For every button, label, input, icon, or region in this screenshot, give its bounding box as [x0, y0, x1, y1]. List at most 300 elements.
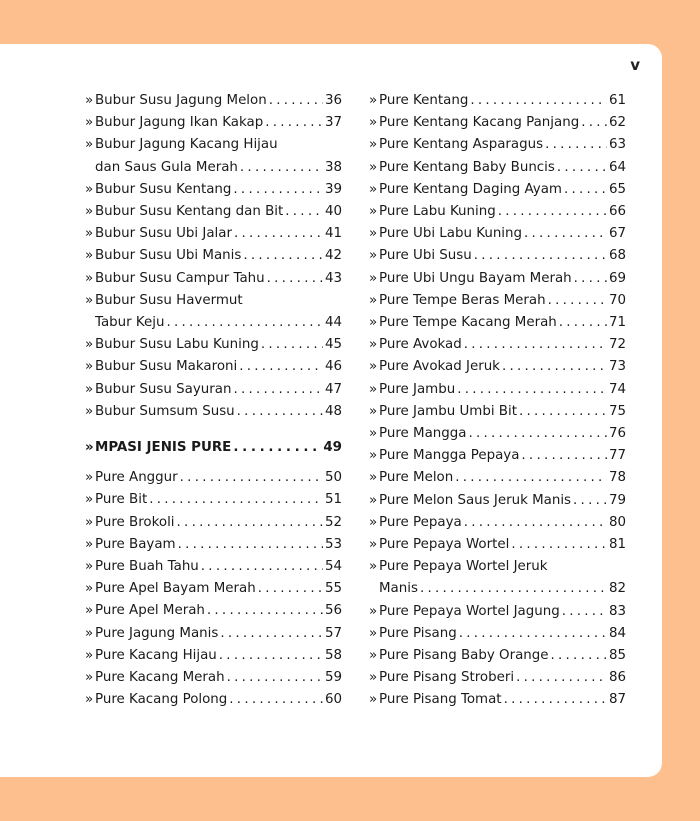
- toc-page-number: 43: [324, 270, 342, 286]
- toc-bullet: »: [369, 270, 378, 286]
- toc-entry: [369, 334, 626, 356]
- toc-page-number: 86: [608, 670, 626, 686]
- toc-dot-leader: [178, 534, 323, 556]
- toc-entry-title: Pure Pepaya Wortel Jagung: [379, 603, 560, 619]
- toc-page-number: 37: [324, 115, 342, 131]
- toc-entry-line: [369, 179, 626, 201]
- toc-entry-title: Pure Bit: [95, 492, 148, 508]
- toc-dot-leader: [573, 490, 607, 512]
- toc-entry: [85, 90, 342, 112]
- toc-entry: [369, 245, 626, 267]
- toc-entry: [369, 534, 626, 556]
- toc-entry-line: [85, 689, 342, 711]
- toc-entry-line: [85, 290, 342, 312]
- toc-bullet: »: [85, 226, 94, 242]
- toc-bullet: »: [369, 514, 378, 530]
- toc-entry: [369, 490, 626, 512]
- toc-entry-title: Bubur Susu Havermut: [95, 292, 243, 308]
- toc-entry-line: [369, 445, 626, 467]
- toc-page-number: 63: [608, 137, 626, 153]
- toc-dot-leader: [180, 467, 323, 489]
- toc-dot-leader: [464, 334, 607, 356]
- toc-entry-title: Pure Jagung Manis: [95, 625, 219, 641]
- toc-entry-line: [369, 334, 626, 356]
- toc-entry-line: [85, 667, 342, 689]
- toc-entry-line: [369, 356, 626, 378]
- toc-bullet: »: [85, 536, 94, 552]
- toc-entry-title: Bubur Susu Ubi Jalar: [95, 226, 232, 242]
- toc-entry: [369, 667, 626, 689]
- toc-bullet: »: [369, 603, 378, 619]
- toc-entry-title: Pure Ubi Labu Kuning: [379, 226, 523, 242]
- toc-entry-line: [85, 134, 342, 156]
- toc-dot-leader: [233, 379, 323, 401]
- toc-entry: [85, 334, 342, 356]
- toc-entry-title: dan Saus Gula Merah: [95, 159, 238, 175]
- toc-bullet: »: [85, 248, 94, 264]
- toc-entry-line: [85, 179, 342, 201]
- toc-entry-line: [85, 623, 342, 645]
- toc-dot-leader: [219, 645, 323, 667]
- toc-entry: [369, 268, 626, 290]
- toc-entry-title: Pure Melon: [379, 470, 454, 486]
- toc-entry: [85, 245, 342, 267]
- toc-dot-leader: [474, 245, 607, 267]
- book-page: [0, 44, 662, 777]
- toc-bullet: »: [369, 625, 378, 641]
- toc-bullet: »: [85, 625, 94, 641]
- toc-dot-leader: [524, 223, 607, 245]
- toc-page-number: 79: [608, 492, 626, 508]
- toc-page-number: 62: [608, 115, 626, 131]
- toc-entry: [85, 268, 342, 290]
- toc-page-number: 53: [324, 536, 342, 552]
- toc-entry: [369, 423, 626, 445]
- toc-bullet: »: [85, 692, 94, 708]
- toc-entry-title: Bubur Jagung Kacang Hijau: [95, 137, 278, 153]
- toc-bullet: »: [369, 337, 378, 353]
- toc-dot-leader: [149, 489, 323, 511]
- toc-entry-title: Pure Kacang Hijau: [95, 647, 217, 663]
- toc-entry-line: [85, 437, 342, 459]
- toc-dot-leader: [220, 623, 323, 645]
- toc-entry-line: [85, 645, 342, 667]
- toc-entry: [85, 112, 342, 134]
- toc-entry-line: [369, 157, 626, 179]
- toc-entry-title: Pure Pisang: [379, 625, 457, 641]
- toc-entry-line: [85, 467, 342, 489]
- toc-entry: [85, 667, 342, 689]
- toc-entry: [369, 179, 626, 201]
- toc-entry-title: Bubur Sumsum Susu: [95, 403, 235, 419]
- toc-dot-leader: [581, 112, 607, 134]
- toc-entry-line: [369, 623, 626, 645]
- toc-dot-leader: [177, 512, 323, 534]
- toc-entry-title: Tabur Keju: [95, 315, 165, 331]
- toc-dot-leader: [258, 578, 323, 600]
- toc-entry-title: Manis: [379, 581, 418, 597]
- toc-page-number: 59: [324, 670, 342, 686]
- toc-dot-leader: [557, 157, 607, 179]
- toc-dot-leader: [516, 667, 607, 689]
- toc-entry-line: [85, 512, 342, 534]
- page-number: v: [630, 56, 640, 74]
- toc-entry-title: Pure Pepaya Wortel Jeruk: [379, 559, 548, 575]
- toc-page-number: 70: [608, 292, 626, 308]
- toc-entry-line: [369, 90, 626, 112]
- toc-bullet: »: [85, 440, 94, 456]
- toc-page-number: 51: [324, 492, 342, 508]
- toc-section-heading: [85, 437, 342, 459]
- toc-entry-title: Pure Labu Kuning: [379, 204, 496, 220]
- toc-bullet: »: [369, 648, 378, 664]
- toc-entry: [369, 556, 626, 600]
- toc-entry: [369, 312, 626, 334]
- toc-dot-leader: [285, 201, 323, 223]
- toc-entry: [85, 201, 342, 223]
- toc-page-number: 40: [324, 204, 342, 220]
- toc-entry-title: Pure Anggur: [95, 470, 178, 486]
- toc-entry-line: [369, 245, 626, 267]
- toc-page-number: 49: [323, 440, 342, 456]
- toc-entry-title: Pure Buah Tahu: [95, 559, 199, 575]
- toc-entry-line: [369, 268, 626, 290]
- toc-bullet: »: [369, 381, 378, 397]
- toc-bullet: »: [369, 137, 378, 153]
- toc-entry: [85, 401, 342, 423]
- toc-dot-leader: [562, 601, 607, 623]
- toc-dot-leader: [548, 290, 607, 312]
- toc-entry-line: [85, 578, 342, 600]
- toc-column-right: [369, 90, 626, 712]
- toc-bullet: »: [369, 292, 378, 308]
- toc-entry-title: Bubur Susu Campur Tahu: [95, 270, 265, 286]
- toc-entry-title: Pure Kacang Merah: [95, 670, 225, 686]
- toc-entry: [85, 223, 342, 245]
- toc-bullet: »: [369, 492, 378, 508]
- toc-column-left: [85, 90, 342, 711]
- toc-bullet: »: [369, 692, 378, 708]
- toc-entry: [85, 534, 342, 556]
- toc-entry: [369, 157, 626, 179]
- toc-page-number: 71: [608, 315, 626, 331]
- toc-entry-line: [369, 134, 626, 156]
- toc-dot-leader: [201, 556, 323, 578]
- toc-entry-line: [369, 467, 626, 489]
- toc-entry: [369, 201, 626, 223]
- toc-entry-title: MPASI JENIS PURE: [95, 440, 232, 456]
- toc-entry-title: Bubur Susu Kentang: [95, 181, 232, 197]
- toc-page-number: 73: [608, 359, 626, 375]
- toc-entry-line: [85, 268, 342, 290]
- toc-page-number: 45: [324, 337, 342, 353]
- toc-entry-title: Pure Kacang Polong: [95, 692, 228, 708]
- toc-dot-leader: [269, 90, 323, 112]
- toc-dot-leader: [511, 534, 607, 556]
- toc-bullet: »: [369, 226, 378, 242]
- toc-entry-line: [369, 401, 626, 423]
- toc-page-number: 81: [608, 537, 626, 553]
- toc-bullet: »: [85, 115, 94, 131]
- toc-entry-line: [369, 512, 626, 534]
- toc-entry-title: Pure Kentang Asparagus: [379, 137, 544, 153]
- toc-entry-title: Pure Apel Merah: [95, 603, 205, 619]
- toc-entry: [369, 689, 626, 711]
- toc-page-number: 64: [608, 159, 626, 175]
- toc-dot-leader: [564, 179, 607, 201]
- toc-entry-line: [369, 578, 626, 600]
- toc-page-number: 54: [324, 559, 342, 575]
- toc-entry-line: [85, 90, 342, 112]
- toc-dot-leader: [237, 401, 323, 423]
- toc-entry-title: Bubur Susu Makaroni: [95, 359, 238, 375]
- toc-entry-title: Pure Tempe Beras Merah: [379, 292, 546, 308]
- toc-entry-title: Pure Brokoli: [95, 514, 175, 530]
- toc-entry-title: Pure Pisang Tomat: [379, 692, 502, 708]
- toc-page-number: 36: [324, 93, 342, 108]
- toc-dot-leader: [521, 445, 607, 467]
- toc-page-number: 52: [324, 514, 342, 530]
- toc-entry-title: Pure Jambu: [379, 381, 456, 397]
- toc-page-number: 58: [324, 647, 342, 663]
- toc-bullet: »: [85, 137, 94, 153]
- toc-bullet: »: [369, 559, 378, 575]
- toc-entry-title: Bubur Susu Kentang dan Bit: [95, 204, 284, 220]
- toc-page-number: 83: [608, 603, 626, 619]
- toc-entry-title: Pure Apel Bayam Merah: [95, 581, 256, 597]
- toc-page-number: 78: [608, 470, 626, 486]
- toc-entry-title: Pure Jambu Umbi Bit: [379, 403, 517, 419]
- toc-entry-line: [85, 356, 342, 378]
- toc-dot-leader: [267, 268, 323, 290]
- toc-entry-title: Pure Ubi Ungu Bayam Merah: [379, 270, 572, 286]
- toc-bullet: »: [369, 93, 378, 108]
- toc-entry-title: Pure Pepaya Wortel: [379, 537, 510, 553]
- toc-entry: [369, 223, 626, 245]
- toc-dot-leader: [234, 223, 323, 245]
- toc-dot-leader: [207, 600, 323, 622]
- toc-entry-line: [369, 689, 626, 711]
- toc-page-number: 66: [608, 204, 626, 220]
- toc-bullet: »: [85, 93, 94, 108]
- toc-entry: [369, 512, 626, 534]
- toc-entry: [85, 645, 342, 667]
- toc-bullet: »: [85, 359, 94, 375]
- toc-entry-line: [369, 423, 626, 445]
- toc-entry-line: [85, 223, 342, 245]
- toc-entry-line: [85, 534, 342, 556]
- toc-entry: [85, 179, 342, 201]
- toc-entry: [85, 689, 342, 711]
- toc-page-number: 56: [324, 603, 342, 619]
- toc-bullet: »: [85, 559, 94, 575]
- toc-entry-line: [369, 223, 626, 245]
- toc-entry-title: Pure Melon Saus Jeruk Manis: [379, 492, 572, 508]
- toc-bullet: »: [85, 581, 94, 597]
- toc-entry-title: Pure Pisang Stroberi: [379, 670, 515, 686]
- toc-page-number: 46: [324, 359, 342, 375]
- toc-entry-title: Bubur Susu Ubi Manis: [95, 248, 242, 264]
- toc-entry-title: Pure Avokad Jeruk: [379, 359, 500, 375]
- toc-entry-title: Pure Ubi Susu: [379, 248, 472, 264]
- toc-entry: [85, 556, 342, 578]
- toc-page-number: 39: [324, 181, 342, 197]
- toc-dot-leader: [243, 245, 323, 267]
- toc-entry: [369, 112, 626, 134]
- toc-entry-title: Pure Mangga Pepaya: [379, 448, 520, 464]
- toc-entry: [369, 467, 626, 489]
- toc-page-number: 87: [608, 692, 626, 708]
- toc-entry-line: [85, 556, 342, 578]
- toc-dot-leader: [239, 356, 323, 378]
- toc-entry-line: [369, 534, 626, 556]
- toc-entry-title: Pure Kentang Baby Buncis: [379, 159, 555, 175]
- toc-entry: [85, 356, 342, 378]
- toc-dot-leader: [459, 623, 607, 645]
- toc-entry-line: [369, 379, 626, 401]
- toc-entry-title: Pure Kentang Kacang Panjang: [379, 115, 580, 131]
- toc-bullet: »: [85, 270, 94, 286]
- toc-entry-line: [85, 201, 342, 223]
- toc-page-number: 42: [324, 248, 342, 264]
- toc-entry: [85, 379, 342, 401]
- toc-entry-line: [369, 312, 626, 334]
- toc-page-number: 68: [608, 248, 626, 264]
- toc-page-number: 80: [608, 514, 626, 530]
- toc-entry-title: Pure Kentang: [379, 93, 469, 108]
- toc-dot-leader: [464, 512, 607, 534]
- toc-entry-line: [85, 312, 342, 334]
- toc-entry-title: Bubur Susu Jagung Melon: [95, 93, 267, 108]
- toc-entry: [369, 356, 626, 378]
- toc-page-number: 50: [324, 470, 342, 486]
- toc-entry-title: Bubur Jagung Ikan Kakap: [95, 115, 264, 131]
- toc-dot-leader: [229, 689, 323, 711]
- toc-page-number: 61: [608, 93, 626, 108]
- toc-dot-leader: [227, 667, 323, 689]
- toc-bullet: »: [369, 115, 378, 131]
- toc-bullet: »: [369, 315, 378, 331]
- toc-entry: [369, 601, 626, 623]
- toc-entry-line: [369, 201, 626, 223]
- toc-entry-line: [85, 245, 342, 267]
- toc-bullet: »: [369, 359, 378, 375]
- toc-dot-leader: [519, 401, 607, 423]
- toc-entry-title: Pure Mangga: [379, 426, 467, 442]
- toc-dot-leader: [166, 312, 322, 334]
- toc-dot-leader: [420, 578, 607, 600]
- toc-entry: [369, 623, 626, 645]
- toc-entry-line: [369, 667, 626, 689]
- toc-page-number: 44: [324, 315, 342, 331]
- toc-entry-title: Pure Pepaya: [379, 514, 462, 530]
- toc-bullet: »: [85, 204, 94, 220]
- toc-bullet: »: [369, 470, 378, 486]
- toc-entry-title: Pure Pisang Baby Orange: [379, 648, 549, 664]
- toc-entry: [369, 401, 626, 423]
- toc-entry-line: [369, 601, 626, 623]
- toc-bullet: »: [85, 470, 94, 486]
- toc-page-number: 85: [608, 648, 626, 664]
- toc-entry-line: [85, 401, 342, 423]
- toc-entry-line: [85, 379, 342, 401]
- toc-bullet: »: [85, 403, 94, 419]
- toc-dot-leader: [574, 268, 607, 290]
- toc-bullet: »: [85, 381, 94, 397]
- toc-dot-leader: [265, 112, 323, 134]
- toc-page-number: 41: [324, 226, 342, 242]
- toc-page-number: 77: [608, 448, 626, 464]
- toc-dot-leader: [470, 90, 607, 112]
- toc-bullet: »: [369, 426, 378, 442]
- toc-bullet: »: [85, 670, 94, 686]
- toc-dot-leader: [457, 379, 607, 401]
- toc-entry: [85, 578, 342, 600]
- toc-page-number: 38: [324, 159, 342, 175]
- toc-entry: [369, 645, 626, 667]
- toc-page-number: 75: [608, 403, 626, 419]
- toc-entry-line: [369, 645, 626, 667]
- toc-entry: [369, 445, 626, 467]
- toc-entry: [85, 290, 342, 334]
- toc-bullet: »: [85, 514, 94, 530]
- toc-page-number: 60: [324, 692, 342, 708]
- toc-page-number: 57: [324, 625, 342, 641]
- toc-dot-leader: [233, 437, 321, 459]
- toc-entry: [369, 290, 626, 312]
- toc-page-number: 82: [608, 581, 626, 597]
- toc-entry-line: [369, 290, 626, 312]
- toc-dot-leader: [468, 423, 606, 445]
- toc-dot-leader: [498, 201, 607, 223]
- toc-entry: [85, 467, 342, 489]
- toc-entry: [85, 489, 342, 511]
- toc-bullet: »: [369, 204, 378, 220]
- toc-entry-line: [85, 334, 342, 356]
- toc-dot-leader: [455, 467, 607, 489]
- toc-entry-title: Pure Avokad: [379, 337, 462, 353]
- toc-entry: [85, 600, 342, 622]
- toc-entry: [369, 379, 626, 401]
- toc-entry: [85, 512, 342, 534]
- toc-entry-title: Pure Bayam: [95, 536, 176, 552]
- toc-bullet: »: [85, 337, 94, 353]
- toc-bullet: »: [85, 181, 94, 197]
- toc-dot-leader: [504, 689, 607, 711]
- toc-entry-title: Pure Tempe Kacang Merah: [379, 315, 557, 331]
- toc-page-number: 74: [608, 381, 626, 397]
- toc-entry-line: [85, 157, 342, 179]
- toc-page-number: 69: [608, 270, 626, 286]
- toc-bullet: »: [369, 159, 378, 175]
- toc-entry-title: Bubur Susu Labu Kuning: [95, 337, 259, 353]
- toc-bullet: »: [369, 670, 378, 686]
- toc-dot-leader: [240, 157, 323, 179]
- toc-page-number: 47: [324, 381, 342, 397]
- toc-dot-leader: [502, 356, 607, 378]
- toc-entry: [369, 134, 626, 156]
- toc-dot-leader: [559, 312, 607, 334]
- toc-entry: [85, 623, 342, 645]
- toc-dot-leader: [261, 334, 323, 356]
- toc-page-number: 65: [608, 181, 626, 197]
- toc-bullet: »: [85, 603, 94, 619]
- toc-page-number: 76: [608, 426, 626, 442]
- toc-bullet: »: [369, 248, 378, 264]
- toc-bullet: »: [369, 181, 378, 197]
- toc-entry-title: Bubur Susu Sayuran: [95, 381, 232, 397]
- toc-bullet: »: [85, 292, 94, 308]
